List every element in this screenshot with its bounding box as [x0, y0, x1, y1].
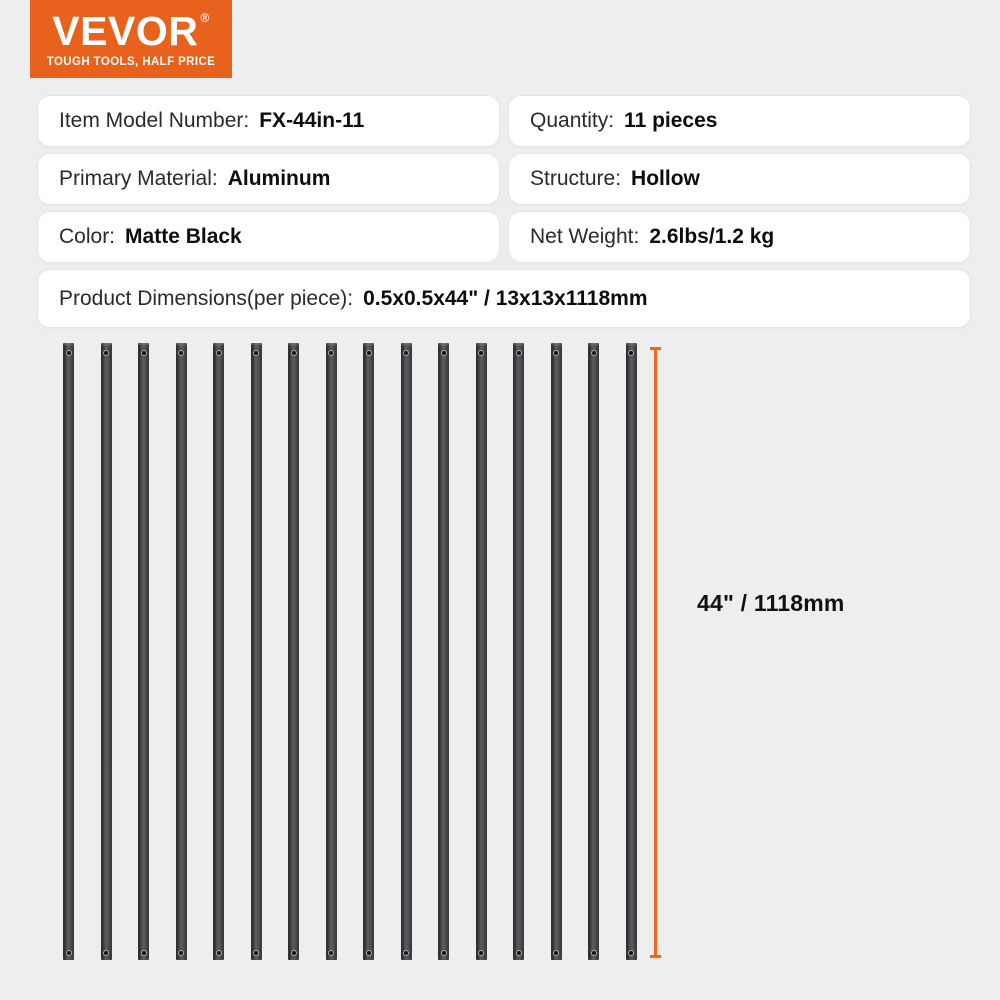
baluster: [513, 343, 524, 960]
spec-label: Quantity:: [530, 109, 615, 132]
dimension-label: 44" / 1118mm: [697, 590, 845, 616]
spec-label: Item Model Number:: [59, 109, 250, 132]
baluster: [438, 343, 449, 960]
baluster: [288, 343, 299, 960]
baluster: [626, 343, 637, 960]
spec-label: Primary Material:: [59, 167, 218, 190]
spec-label: Net Weight:: [530, 225, 640, 248]
baluster: [326, 343, 337, 960]
dimension-line: [654, 348, 657, 957]
spec-value: Hollow: [631, 167, 700, 190]
baluster: [588, 343, 599, 960]
spec-value: 2.6lbs/1.2 kg: [649, 225, 775, 248]
brand-tagline: TOUGH TOOLS, HALF PRICE: [46, 55, 216, 68]
spec-value: FX-44in-11: [259, 109, 365, 132]
baluster: [101, 343, 112, 960]
baluster: [363, 343, 374, 960]
baluster: [213, 343, 224, 960]
brand-name: VEVOR: [52, 7, 199, 54]
baluster: [551, 343, 562, 960]
spec-value: 11 pieces: [624, 109, 718, 132]
spec-value: Aluminum: [227, 167, 331, 190]
baluster: [251, 343, 262, 960]
baluster: [401, 343, 412, 960]
spec-value: 0.5x0.5x44" / 13x13x1118mm: [363, 286, 648, 310]
baluster: [63, 343, 74, 960]
spec-value: Matte Black: [125, 225, 242, 248]
registered-trademark-icon: ®: [200, 10, 210, 25]
spec-label: Product Dimensions(per piece):: [59, 286, 354, 310]
spec-label: Color:: [59, 225, 116, 248]
baluster: [138, 343, 149, 960]
baluster: [176, 343, 187, 960]
spec-label: Structure:: [530, 167, 622, 190]
baluster: [476, 343, 487, 960]
